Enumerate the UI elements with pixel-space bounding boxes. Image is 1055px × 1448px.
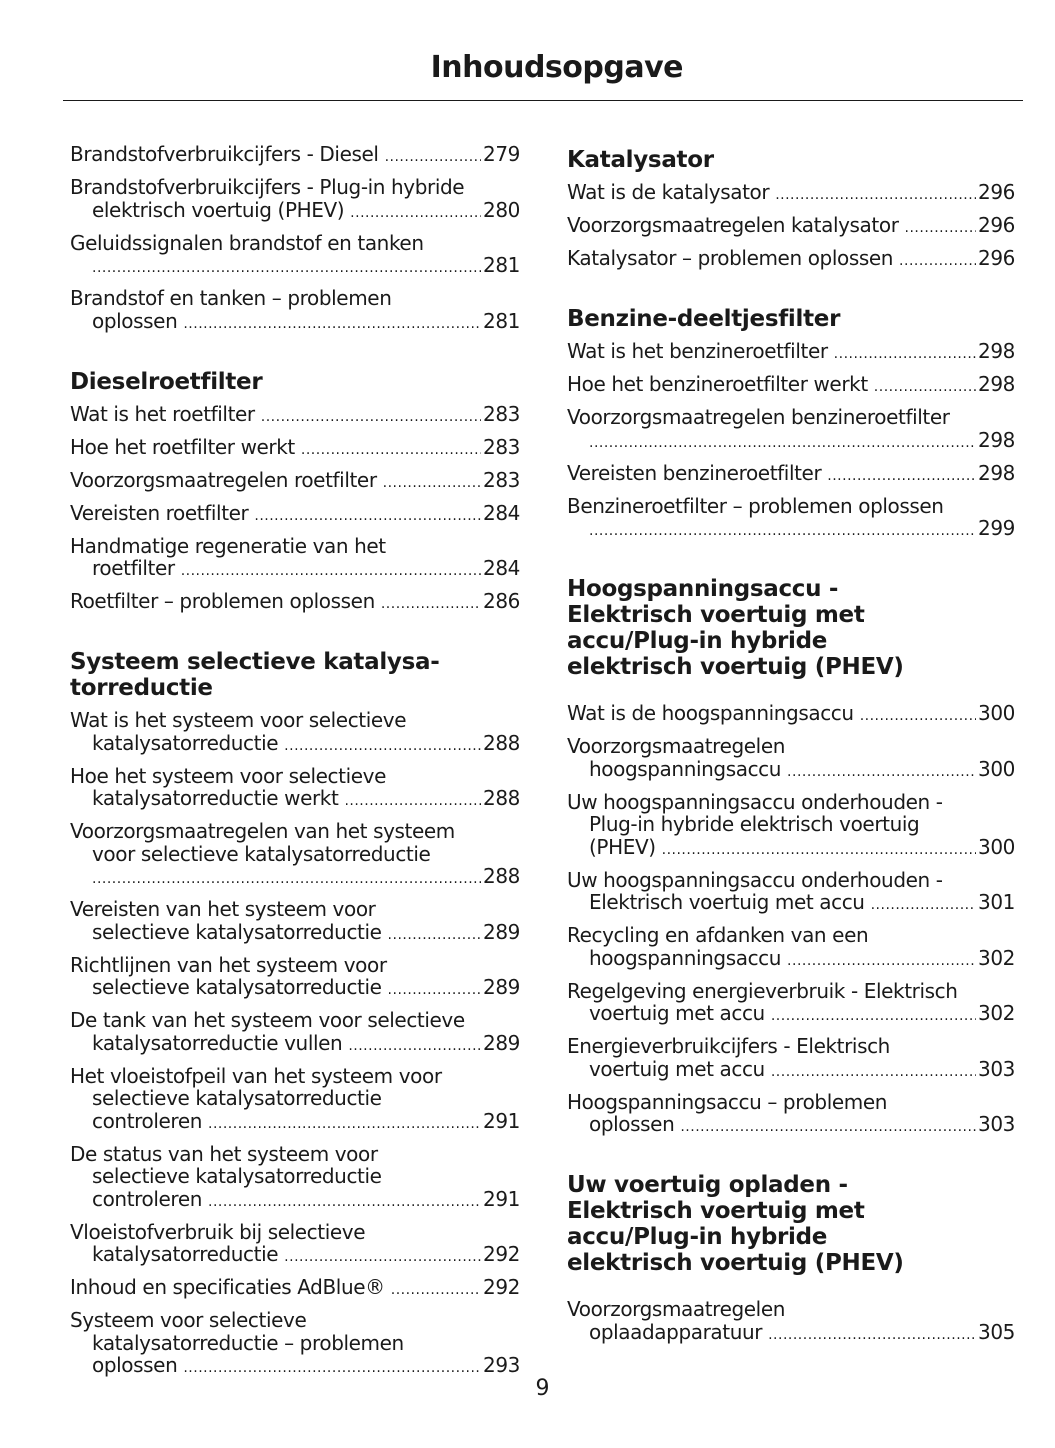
dot-leader [383, 472, 481, 495]
toc-entry[interactable] [70, 709, 520, 757]
page-header [63, 42, 1023, 101]
toc-entry-text: Hoe het systeem voor selectieve [70, 763, 386, 788]
toc-entry-text: elektrisch voertuig (PHEV) [92, 197, 345, 222]
dot-leader [385, 146, 481, 169]
toc-entry-text: roetfilter [92, 556, 175, 580]
toc-page-number: 292 [483, 1242, 520, 1266]
toc-entry[interactable] [70, 590, 520, 616]
toc-entry[interactable] [70, 143, 520, 169]
toc-entry[interactable] [567, 1035, 1015, 1083]
toc-entry[interactable] [567, 791, 1015, 862]
toc-entry-text: Hoe het roetfilter werkt [70, 434, 295, 459]
right-column [567, 143, 1015, 1354]
section-heading-line: Elektrisch voertuig met [567, 1198, 865, 1224]
section-heading-line: Hoogspanningsaccu - [567, 576, 839, 602]
toc-entry-text: oplossen [589, 1112, 675, 1136]
toc-entry-text: oplaadapparatuur [589, 1319, 763, 1344]
toc-entry-text: (PHEV) [589, 834, 656, 859]
toc-page-number: 280 [483, 197, 520, 222]
toc-entry-text: hoogspanningsaccu [589, 756, 782, 781]
toc-page-number: 300 [978, 756, 1015, 781]
toc-entry-text: Geluidssignalen brandstof en tanken [70, 230, 424, 255]
toc-entry[interactable] [567, 980, 1015, 1028]
toc-entry-text: Vloeistofverbruik bij selectieve [70, 1219, 366, 1244]
dot-leader [344, 790, 481, 813]
toc-entry-text: hoogspanningsaccu [589, 945, 782, 970]
toc-page-number: 300 [978, 701, 1015, 725]
section-heading-line: elektrisch voertuig (PHEV) [567, 1250, 904, 1276]
toc-entry[interactable] [567, 373, 1015, 399]
toc-entry[interactable] [70, 502, 520, 528]
toc-entry-text: Inhoud en specificaties AdBlue® [70, 1275, 385, 1299]
toc-entry[interactable] [70, 1221, 520, 1269]
toc-entry[interactable] [567, 214, 1015, 240]
dot-leader [92, 257, 481, 280]
toc-page-number: 291 [483, 1108, 520, 1133]
dot-leader [208, 1113, 481, 1136]
dot-leader [899, 250, 976, 273]
dot-leader [874, 376, 976, 399]
toc-entry-text: Benzineroetfilter – problemen oplossen [567, 493, 944, 518]
toc-entry[interactable] [567, 406, 1015, 454]
toc-entry-text: Systeem voor selectieve [70, 1308, 307, 1332]
toc-page-number: 289 [483, 919, 520, 944]
toc-page-number: 298 [978, 339, 1015, 363]
dot-leader [391, 1279, 481, 1302]
section-heading [567, 306, 1015, 332]
toc-page-number: 303 [978, 1056, 1015, 1081]
toc-page-number: 279 [483, 142, 520, 166]
dot-leader [860, 705, 976, 728]
page-number: 9 [535, 1376, 550, 1401]
toc-page-number: 296 [978, 213, 1015, 237]
toc-entry-text: controleren [92, 1186, 202, 1211]
toc-entry-text: Uw hoogspanningsaccu onderhouden - [567, 867, 943, 892]
toc-entry[interactable] [567, 1298, 1015, 1346]
section-heading [70, 369, 520, 395]
toc-page-number: 303 [978, 1112, 1015, 1136]
toc-page-number: 293 [483, 1353, 520, 1377]
toc-entry-text: selectieve katalysatorreductie [92, 975, 382, 999]
toc-entry[interactable] [567, 702, 1015, 728]
section-heading [70, 649, 520, 701]
toc-page-number: 288 [483, 786, 520, 810]
dot-leader [183, 313, 481, 336]
toc-entry[interactable] [567, 735, 1015, 783]
toc-page-number: 302 [978, 945, 1015, 970]
section-heading [567, 576, 1015, 680]
left-column [70, 143, 520, 1387]
toc-entry[interactable] [70, 287, 520, 335]
toc-entry[interactable] [70, 820, 520, 891]
toc-page-number: 298 [978, 460, 1015, 485]
toc-page-number: 283 [483, 401, 520, 426]
toc-entry[interactable] [70, 1309, 520, 1380]
toc-entry-text: Vereisten roetfilter [70, 500, 249, 525]
toc-entry-text: oplossen [92, 308, 178, 333]
toc-page-number: 296 [978, 246, 1015, 270]
toc-entry-text: Brandstofverbruikcijfers - Diesel [70, 142, 379, 166]
toc-entry-text: Recycling en afdanken van een [567, 923, 869, 947]
toc-entry-text: Het vloeistofpeil van het systeem voor [70, 1063, 442, 1088]
dot-leader [388, 924, 481, 947]
toc-entry-text: Voorzorgsmaatregelen [567, 734, 786, 758]
toc-page-number: 284 [483, 500, 520, 525]
toc-entry[interactable] [70, 765, 520, 813]
dot-leader [680, 1116, 976, 1139]
section-heading-line: Uw voertuig opladen - [567, 1172, 848, 1198]
toc-entry-text: Vereisten van het systeem voor [70, 897, 376, 921]
toc-entry-text: Uw hoogspanningsaccu onderhouden - [567, 789, 943, 814]
toc-entry-text: katalysatorreductie [92, 730, 279, 755]
toc-entry-text: Voorzorgsmaatregelen [567, 1297, 786, 1321]
toc-page-number: 289 [483, 1030, 520, 1055]
toc-entry-text: Vereisten benzineroetfilter [567, 460, 822, 485]
toc-entry[interactable] [567, 495, 1015, 543]
dot-leader [381, 593, 481, 616]
dot-leader [787, 950, 976, 973]
toc-entry-text: Hoogspanningsaccu – problemen [567, 1089, 888, 1114]
toc-entry-text: voor selectieve katalysatorreductie [92, 841, 431, 866]
toc-entry-text: Voorzorgsmaatregelen roetfilter [70, 467, 377, 492]
toc-page-number: 302 [978, 1001, 1015, 1025]
toc-entry-text: Hoe het benzineroetfilter werkt [567, 372, 868, 396]
toc-page-number: 298 [978, 427, 1015, 452]
toc-page-number: 305 [978, 1319, 1015, 1344]
section-heading [567, 147, 1015, 173]
toc-entry-text: Voorzorgsmaatregelen katalysator [567, 213, 899, 237]
toc-page-number: 288 [483, 730, 520, 755]
toc-entry-text: Wat is het systeem voor selectieve [70, 708, 407, 732]
toc-entry-text: Energieverbruikcijfers - Elektrisch [567, 1034, 890, 1058]
section-heading-line: Dieselroetfilter [70, 368, 263, 395]
toc-entry[interactable] [567, 181, 1015, 207]
toc-page-number: 286 [483, 589, 520, 613]
toc-entry-text: De status van het systeem voor [70, 1141, 378, 1166]
toc-entry[interactable] [70, 1143, 520, 1214]
section-heading [567, 1172, 1015, 1276]
toc-entry[interactable] [70, 1276, 520, 1302]
toc-page-number: 283 [483, 467, 520, 492]
toc-page-number: 284 [483, 556, 520, 580]
toc-entry-text: De tank van het systeem voor selectieve [70, 1008, 465, 1032]
toc-entry-text: selectieve katalysatorreductie [92, 919, 382, 944]
toc-entry[interactable] [567, 462, 1015, 488]
dot-leader [827, 465, 976, 488]
dot-leader [871, 894, 976, 917]
toc-entry-text: katalysatorreductie vullen [92, 1030, 343, 1055]
toc-entry-text: voertuig met accu [589, 1001, 765, 1025]
toc-entry-text: Wat is het roetfilter [70, 401, 255, 426]
toc-entry-text: selectieve katalysatorreductie [92, 1164, 382, 1188]
dot-leader [284, 1246, 481, 1269]
section-heading-line: elektrisch voertuig (PHEV) [567, 654, 904, 680]
toc-entry[interactable] [567, 1091, 1015, 1139]
toc-entry-text: Brandstof en tanken – problemen [70, 286, 392, 310]
toc-entry[interactable] [567, 869, 1015, 917]
toc-entry-text: katalysatorreductie – problemen [92, 1330, 404, 1355]
dot-leader [350, 202, 481, 225]
toc-entry[interactable] [70, 403, 520, 429]
toc-page-number: 296 [978, 180, 1015, 204]
section-heading-line: Elektrisch voertuig met [567, 602, 865, 628]
toc-entry-text: katalysatorreductie werkt [92, 786, 339, 810]
page-title: Inhoudsopgave [430, 50, 683, 85]
dot-leader [771, 1061, 976, 1084]
toc-entry[interactable] [70, 535, 520, 583]
toc-entry[interactable] [70, 1009, 520, 1057]
toc-page-number: 288 [483, 864, 520, 888]
section-heading-line: Katalysator [567, 147, 714, 173]
dot-leader [768, 1324, 976, 1347]
toc-entry-text: Wat is de hoogspanningsaccu [567, 701, 854, 725]
toc-page-number: 292 [483, 1275, 520, 1299]
toc-page-number: 291 [483, 1186, 520, 1211]
toc-page-number: 301 [978, 890, 1015, 914]
dot-leader [662, 839, 976, 862]
toc-entry-text: Plug-in hybride elektrisch voertuig [589, 812, 920, 836]
toc-entry-text: Wat is de katalysator [567, 180, 770, 204]
toc-page-number: 283 [483, 434, 520, 459]
toc-page-number: 281 [483, 308, 520, 333]
section-heading-line: Benzine-deeltjesfilter [567, 306, 841, 332]
toc-entry-text: oplossen [92, 1353, 178, 1377]
section-heading-line: accu/Plug-in hybride [567, 628, 828, 654]
toc-entry-text: Voorzorgsmaatregelen van het systeem [70, 819, 455, 843]
toc-entry[interactable] [567, 340, 1015, 366]
toc-page-number: 289 [483, 975, 520, 999]
toc-entry[interactable] [70, 954, 520, 1002]
dot-leader [301, 439, 481, 462]
toc-entry[interactable] [70, 436, 520, 462]
section-heading-line: Systeem selectieve katalysa- [70, 649, 440, 675]
toc-page-number: 300 [978, 834, 1015, 859]
dot-leader [254, 505, 481, 528]
toc-entry[interactable] [70, 898, 520, 946]
dot-leader [92, 868, 481, 891]
dot-leader [775, 184, 976, 207]
dot-leader [208, 1191, 481, 1214]
toc-entry-text: Wat is het benzineroetfilter [567, 339, 828, 363]
dot-leader [905, 217, 976, 240]
toc-entry-text: Roetfilter – problemen oplossen [70, 589, 375, 613]
toc-entry[interactable] [70, 1065, 520, 1136]
toc-entry-text: selectieve katalysatorreductie [92, 1086, 382, 1110]
toc-entry-text: controleren [92, 1108, 202, 1133]
toc-entry-text: Brandstofverbruikcijfers - Plug-in hybride [70, 175, 465, 199]
toc-entry-text: Regelgeving energieverbruik - Elektrisch [567, 978, 958, 1003]
toc-entry[interactable] [70, 176, 520, 224]
section-heading-line: accu/Plug-in hybride [567, 1224, 828, 1250]
dot-leader [261, 406, 481, 429]
toc-entry-text: Richtlijnen van het systeem voor [70, 952, 387, 977]
toc-entry[interactable] [567, 247, 1015, 273]
dot-leader [589, 520, 976, 543]
dot-leader [787, 761, 976, 784]
toc-page-number: 298 [978, 372, 1015, 396]
toc-entry-text: Voorzorgsmaatregelen benzineroetfilter [567, 405, 950, 429]
toc-entry-text: voertuig met accu [589, 1056, 765, 1081]
toc-entry-text: Katalysator – problemen oplossen [567, 246, 894, 270]
toc-entry[interactable] [70, 469, 520, 495]
dot-leader [771, 1005, 976, 1028]
toc-page-number: 281 [483, 253, 520, 277]
dot-leader [181, 560, 481, 583]
section-heading-line: torreductie [70, 675, 213, 701]
toc-entry[interactable] [567, 924, 1015, 972]
toc-entry-text: Handmatige regeneratie van het [70, 533, 386, 558]
toc-page-number: 299 [978, 516, 1015, 540]
dot-leader [589, 432, 976, 455]
dot-leader [348, 1035, 481, 1058]
toc-entry[interactable] [70, 232, 520, 280]
dot-leader [834, 343, 976, 366]
toc-entry-text: Elektrisch voertuig met accu [589, 890, 865, 914]
dot-leader [284, 735, 481, 758]
dot-leader [388, 979, 481, 1002]
toc-entry-text: katalysatorreductie [92, 1242, 279, 1266]
